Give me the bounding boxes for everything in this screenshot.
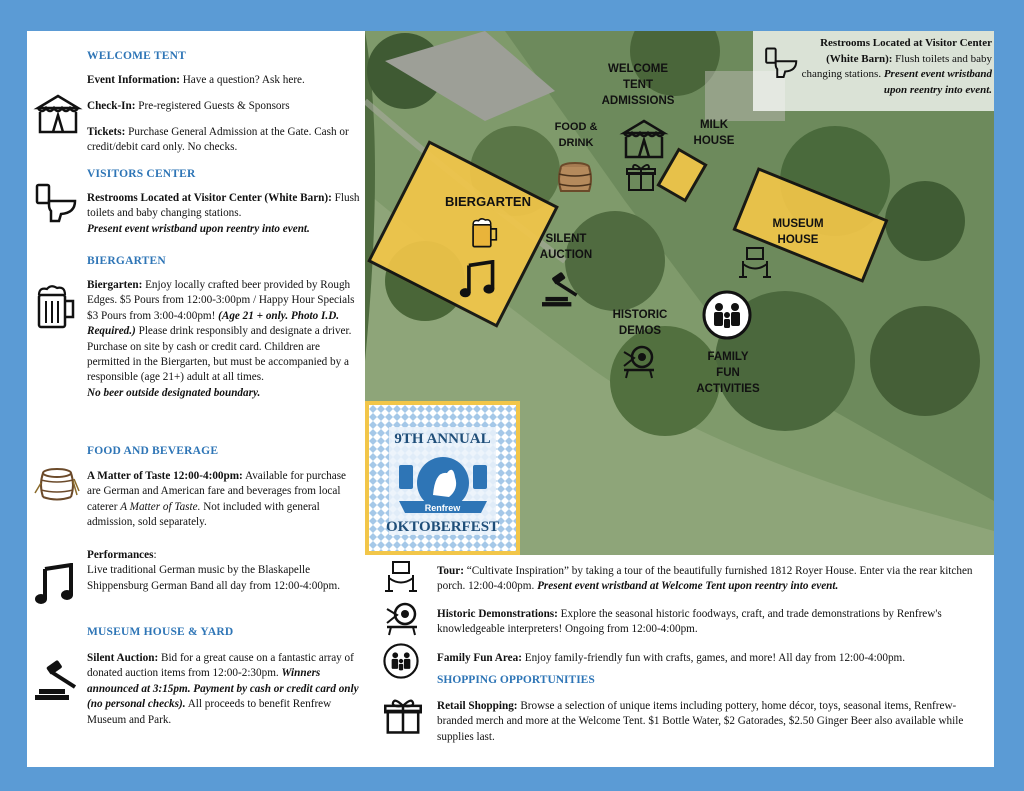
label-historic-demos: HISTORIC DEMOS [612,309,668,337]
heading-shopping: SHOPPING OPPORTUNITIES [437,674,595,686]
tent-icon [33,93,83,135]
restroom-note: Restrooms Located at Visitor Center (White Barn): Flush toilets and baby changing stations. Present event wristband upon reentry into event. [801,37,992,96]
legend-left-panel [27,31,365,767]
gavel-icon[interactable] [535,271,587,309]
beer-mug-icon[interactable] [469,216,499,250]
label-biergarten: BIERGARTEN [445,194,531,209]
restrooms-text: Restrooms Located at Visitor Center (White Barn): Flush toilets and baby changing stations. Present event wristband upon reentry into event. [87,192,360,235]
gift-icon[interactable] [626,162,656,192]
label-family-fun: FAMILY FUN ACTIVITIES [696,351,760,395]
site-map[interactable] [365,31,994,555]
heading-food: FOOD AND BEVERAGE [87,445,219,457]
music-note-icon[interactable] [457,260,499,300]
heading-biergarten: BIERGARTEN [87,255,166,267]
family-icon [383,643,419,679]
tent-icon[interactable] [619,118,669,160]
spinning-wheel-icon[interactable] [620,344,658,380]
legend-bottom-panel [365,555,994,767]
event-info-text: Event Information: Have a question? Ask here. [87,74,305,86]
retail-text: Retail Shopping: Browse a selection of unique items including pottery, home décor, toys, seasonal items, Renfrew-branded merch and more at the Welcome Tent. $1 Bottle Water, $2 Gatorades, $2.50 Ginger Beer also available while supplies last. [437,700,964,743]
label-silent-auction: SILENT AUCTION [539,233,593,261]
spinning-wheel-icon [383,601,421,637]
label-milk-house: MILK HOUSE [693,119,735,147]
heading-welcome-tent: WELCOME TENT [87,50,186,62]
barrel-icon [33,465,81,503]
oktoberfest-logo [365,401,520,555]
tickets-text: Tickets: Purchase General Admission at the Gate. Cash or credit/debit card only. No checks. [87,126,349,154]
barrel-icon[interactable] [551,159,599,197]
toilet-icon [33,181,81,223]
label-food-drink: FOOD & DRINK [554,121,598,149]
logo-oktoberfest: OKTOBERFEST [385,519,500,535]
beer-mug-icon [33,283,77,331]
heading-museum: MUSEUM HOUSE & YARD [87,626,234,638]
tour-text: Tour: “Cultivate Inspiration” by taking a tour of the beautifully furnished 1812 Royer House. Enter via the rear kitchen porch. 12:00-4:00pm. Present event wristband at Welcome Tent upon reentry into event. [437,565,973,593]
auction-text: Silent Auction: Bid for a great cause on a fantastic array of donated auction items from 12:00-2:30pm. Winners announced at 3:15pm. Payment by cash or credit card only (no personal checks). All proceeds to benefit Renfrew Museum and Park. [87,652,359,726]
logo-annual: 9TH ANNUAL [394,431,491,447]
music-note-icon [33,563,77,607]
demo-text: Historic Demonstrations: Explore the seasonal historic foodways, craft, and trade demonstrations by Renfrew's knowledgeable interpreters! Ongoing from 12:00-4:00pm. [437,608,942,636]
checkin-text: Check-In: Pre-registered Guests & Sponsors [87,100,290,112]
gift-icon [383,697,423,735]
biergarten-text: Biergarten: Enjoy locally crafted beer provided by Rough Edges. $5 Pours from 12:00-3:00pm / Happy Hour Specials $3 Pours from 3:00-4:00pm! (Age 21 + only. Photo I.D. Required.) Please drink responsibly and designate a driver. Purchase on site by cash or credit card. Children are permitted in the Biergarten, but must be accompanied by a responsible (age 21+) adult at all times. No beer outside designated boundary. [87,279,355,399]
stanchion-icon[interactable] [737,247,773,279]
toilet-icon [763,45,801,79]
label-welcome-tent: WELCOME TENT ADMISSIONS [601,63,675,107]
stanchion-icon [383,561,419,593]
performances-text: Performances: Live traditional German music by the Blaskapelle Shippensburg German Band all day from 12:00-4:00pm. [87,549,341,592]
food-text: A Matter of Taste 12:00-4:00pm: Available for purchase are German and American fare and beverages from local caterer A Matter of Taste. Not included with general admission, sold separately. [87,470,347,529]
label-museum-house: MUSEUM HOUSE [772,218,824,246]
heading-visitors-center: VISITORS CENTER [87,168,196,180]
gavel-icon [33,659,81,703]
family-icon[interactable] [702,290,752,340]
family-text: Family Fun Area: Enjoy family-friendly fun with crafts, games, and more! All day from 12:00-4:00pm. [437,652,906,664]
logo-renfrew: Renfrew [424,503,461,513]
